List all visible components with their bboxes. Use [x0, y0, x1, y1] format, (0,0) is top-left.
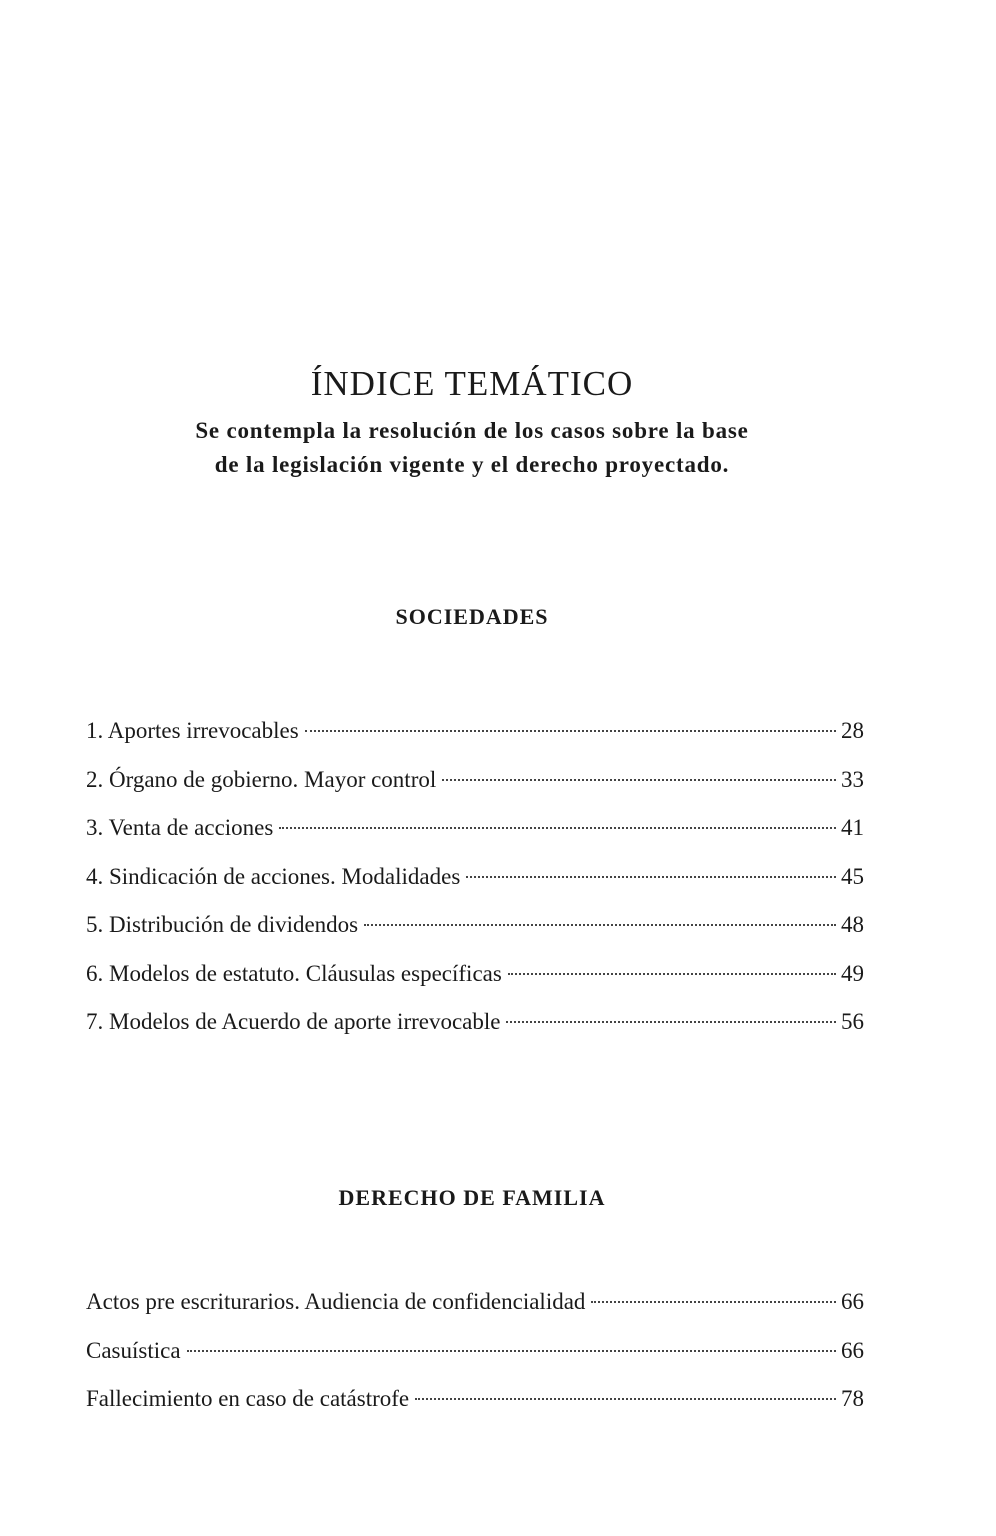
toc-entry: [86, 1382, 864, 1431]
toc-leader-dots: [305, 730, 836, 732]
page-subtitle: [0, 414, 944, 482]
toc-leader-dots: [279, 827, 836, 829]
section-heading-derecho-de-familia: DERECHO DE FAMILIA: [338, 1185, 606, 1210]
toc-list-sociedades: [86, 714, 864, 1054]
page-title: ÍNDICE TEMÁTICO: [310, 364, 634, 403]
toc-leader-dots: [591, 1301, 836, 1303]
toc-entry: [86, 957, 864, 1006]
toc-entry-label: 6. Modelos de estatuto. Cláusulas específicas: [86, 960, 502, 986]
toc-entry-label: 4. Sindicación de acciones. Modalidades: [86, 863, 461, 889]
toc-entry-label: Casuística: [86, 1337, 181, 1363]
toc-entry: [86, 811, 864, 860]
toc-leader-dots: [187, 1350, 836, 1352]
toc-entry-page: 49: [841, 960, 864, 986]
toc-entry: [86, 763, 864, 812]
toc-entry-label: 5. Distribución de dividendos: [86, 912, 359, 937]
toc-entry-page: 45: [841, 863, 864, 889]
toc-entry: [86, 860, 864, 909]
toc-entry: [86, 908, 864, 957]
toc-entry-label: 2. Órgano de gobierno. Mayor control: [86, 766, 437, 792]
toc-entry-label: 7. Modelos de Acuerdo de aporte irrevocable: [86, 1009, 501, 1034]
toc-entry: [86, 1005, 864, 1054]
section-heading-sociedades: SOCIEDADES: [395, 604, 549, 629]
toc-entry-page: 48: [841, 912, 864, 937]
toc-entry-label: Fallecimiento en caso de catástrofe: [86, 1386, 410, 1411]
toc-leader-dots: [415, 1398, 836, 1400]
toc-list-derecho-de-familia: [86, 1285, 864, 1431]
toc-entry-page: 66: [841, 1289, 864, 1314]
toc-entry-page: 41: [841, 815, 864, 840]
toc-entry-page: 33: [841, 766, 864, 792]
toc-leader-dots: [442, 779, 836, 781]
toc-leader-dots: [506, 1021, 836, 1023]
toc-leader-dots: [508, 973, 836, 975]
toc-entry: [86, 1334, 864, 1383]
toc-leader-dots: [364, 924, 836, 926]
toc-entry-page: 56: [841, 1009, 864, 1034]
toc-entry-label: Actos pre escriturarios. Audiencia de confidencialidad: [86, 1289, 586, 1314]
toc-entry: [86, 714, 864, 763]
toc-leader-dots: [466, 876, 836, 878]
toc-entry: [86, 1285, 864, 1334]
toc-entry-label: 1. Aportes irrevocables: [86, 718, 299, 743]
subtitle-line-2: de la legislación vigente y el derecho proyectado.: [214, 452, 730, 477]
toc-entry-label: 3. Venta de acciones: [86, 815, 274, 840]
toc-entry-page: 28: [841, 718, 864, 743]
toc-entry-page: 66: [841, 1337, 864, 1363]
subtitle-line-1: Se contempla la resolución de los casos sobre la base: [195, 418, 749, 443]
toc-entry-page: 78: [841, 1386, 864, 1411]
